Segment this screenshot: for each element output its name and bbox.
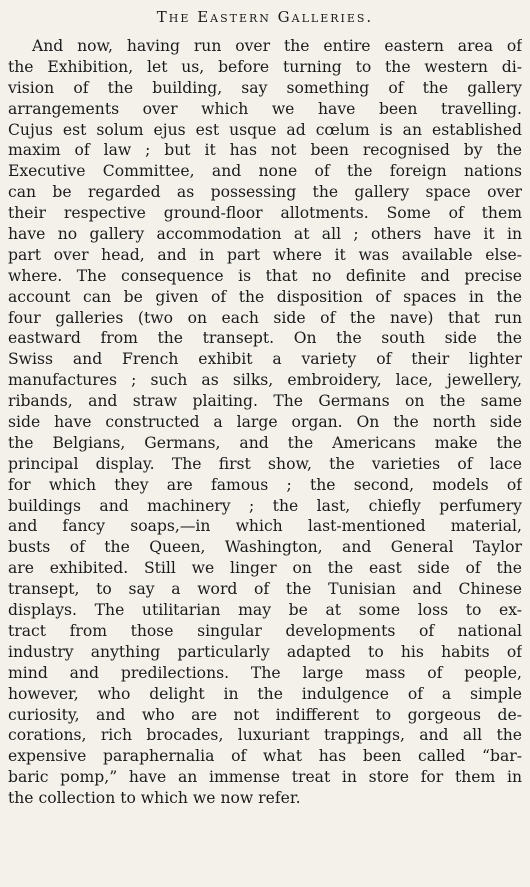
text-line: the collection to which we now refer. [8,789,301,808]
text-line: part over head, and in part where it was available else- [8,245,522,264]
text-line: expensive paraphernalia of what has been called “bar- [8,747,522,766]
text-line: buildings and machinery ; the last, chiefly perfumery [8,496,522,515]
text-line: their respective ground-floor allotments. Some of them [8,204,522,223]
text-line: busts of the Queen, Washington, and General Taylor [8,538,522,557]
text-line: Cujus est solum ejus est usque ad cœlum is an established [8,120,522,139]
text-line: vision of the building, say something of the gallery [8,78,522,97]
text-line: transept, to say a word of the Tunisian and Chinese [8,580,522,599]
article-heading: The Eastern Galleries. [156,8,374,26]
text-line: maxim of law ; but it has not been recognised by the [8,141,522,160]
text-line: industry anything particularly adapted to his habits of [8,642,522,661]
text-line: side have constructed a large organ. On the north side [8,413,522,432]
text-line: have no gallery accommodation at all ; others have it in [8,225,522,244]
text-line: account can be given of the disposition of spaces in the [8,287,522,306]
text-line: four galleries (two on each side of the nave) that run [8,308,522,327]
text-line: displays. The utilitarian may be at some loss to ex- [8,601,522,620]
text-line: are exhibited. Still we linger on the east side of the [8,559,522,578]
text-line: corations, rich brocades, luxuriant trappings, and all the [8,726,522,745]
text-line: Executive Committee, and none of the foreign nations [8,162,522,181]
text-line: for which they are famous ; the second, models of [8,475,522,494]
text-line: however, who delight in the indulgence of a simple [8,684,522,703]
text-line: eastward from the transept. On the south side the [8,329,522,348]
text-line: baric pomp,” have an immense treat in store for them in [8,768,522,787]
text-line: principal display. The first show, the varieties of lace [8,454,522,473]
text-line: tract from those singular developments of national [8,621,522,640]
text-line: curiosity, and who are not indifferent to gorgeous de- [8,705,522,724]
text-line: ribands, and straw plaiting. The Germans on the same [8,392,522,411]
text-line: mind and predilections. The large mass of people, [8,663,522,682]
text-line: And now, having run over the entire eastern area of [32,37,522,55]
text-line: where. The consequence is that no definite and precise [8,266,522,285]
text-line: arrangements over which we have been travelling. [8,99,522,118]
text-line: can be regarded as possessing the gallery space over [8,183,522,202]
text-line: manufactures ; such as silks, embroidery, lace, jewellery, [8,371,522,390]
text-line: the Exhibition, let us, before turning to the western di- [8,57,522,76]
text-line: Swiss and French exhibit a variety of their lighter [8,350,522,369]
article-body [8,36,522,809]
text-line: and fancy soaps,—in which last-mentioned material, [8,517,522,536]
text-line: the Belgians, Germans, and the Americans make the [8,433,522,452]
